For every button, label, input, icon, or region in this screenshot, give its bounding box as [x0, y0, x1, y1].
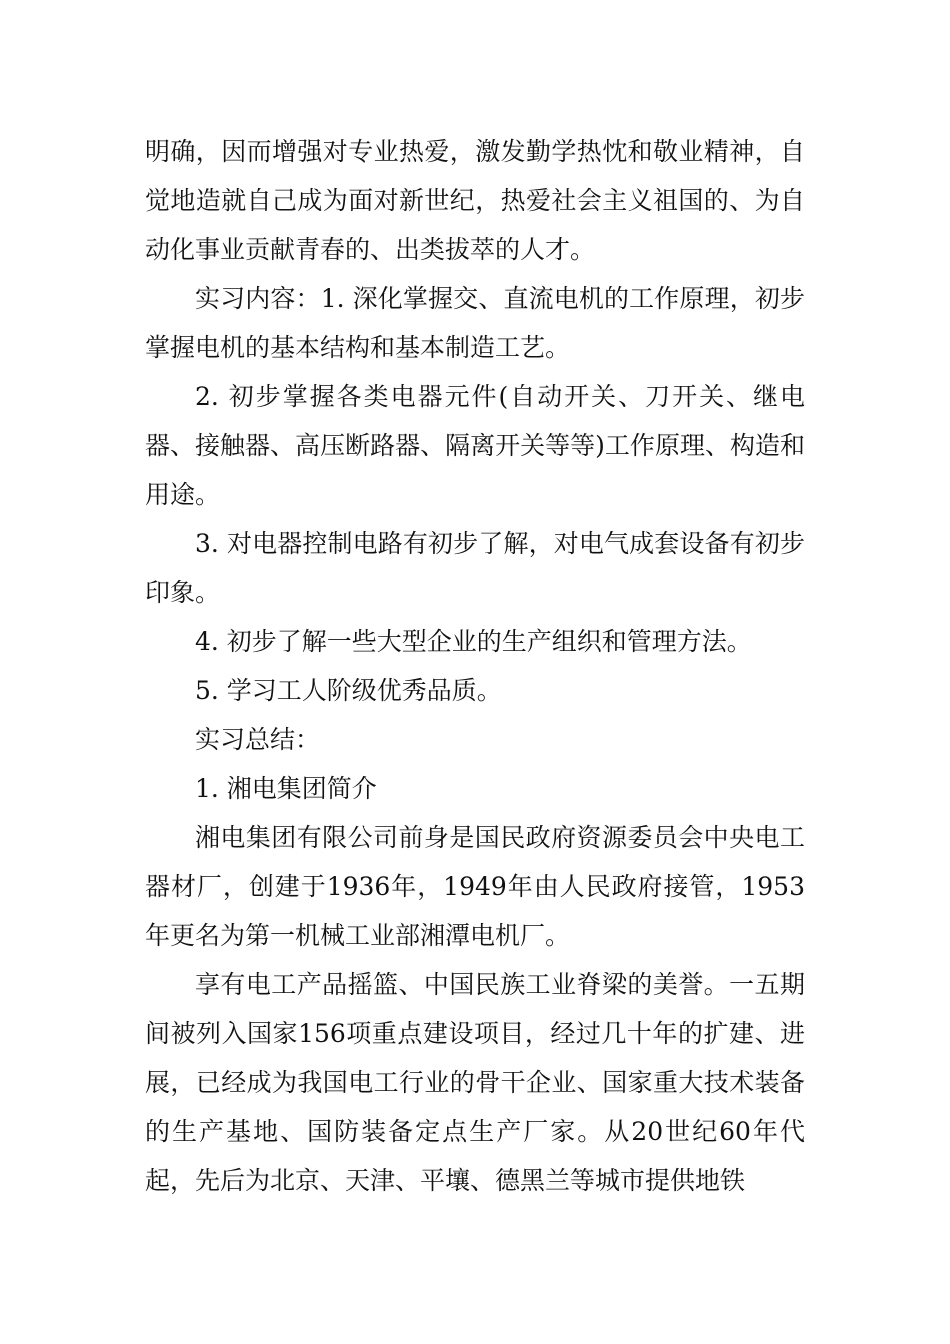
paragraph-company-reputation: 享有电工产品摇篮、中国民族工业脊梁的美誉。一五期间被列入国家156项重点建设项目，经过几十年的扩建、进展，已经成为我国电工行业的骨干企业、国家重大技术装备的生产基地、国防装备定点生产厂家。从20世纪60年代起，先后为北京、天津、平壤、德黑兰等城市提供地铁 — [145, 970, 805, 1195]
paragraph-content-item-2: 2. 初步掌握各类电器元件(自动开关、刀开关、继电器、接触器、高压断路器、隔离开关等等)工作原理、构造和用途。 — [145, 382, 805, 509]
paragraph-intro-continued: 明确，因而增强对专业热爱，激发勤学热忱和敬业精神，自觉地造就自己成为面对新世纪，热爱社会主义祖国的、为自动化事业贡献青春的、出类拔萃的人才。 — [145, 137, 805, 264]
document-body — [145, 127, 805, 1205]
paragraph-summary-item-1: 1. 湘电集团简介 — [195, 774, 377, 803]
paragraph-content-item-3: 3. 对电器控制电路有初步了解，对电气成套设备有初步印象。 — [145, 529, 805, 607]
paragraph-company-history: 湘电集团有限公司前身是国民政府资源委员会中央电工器材厂，创建于1936年，1949年由人民政府接管，1953年更名为第一机械工业部湘潭电机厂。 — [145, 823, 805, 950]
paragraph-summary-heading: 实习总结： — [195, 725, 321, 754]
paragraph-internship-content: 实习内容：1. 深化掌握交、直流电机的工作原理，初步掌握电机的基本结构和基本制造工艺。 — [145, 284, 805, 362]
paragraph-content-item-4: 4. 初步了解一些大型企业的生产组织和管理方法。 — [195, 627, 752, 656]
paragraph-content-item-5: 5. 学习工人阶级优秀品质。 — [195, 676, 502, 705]
